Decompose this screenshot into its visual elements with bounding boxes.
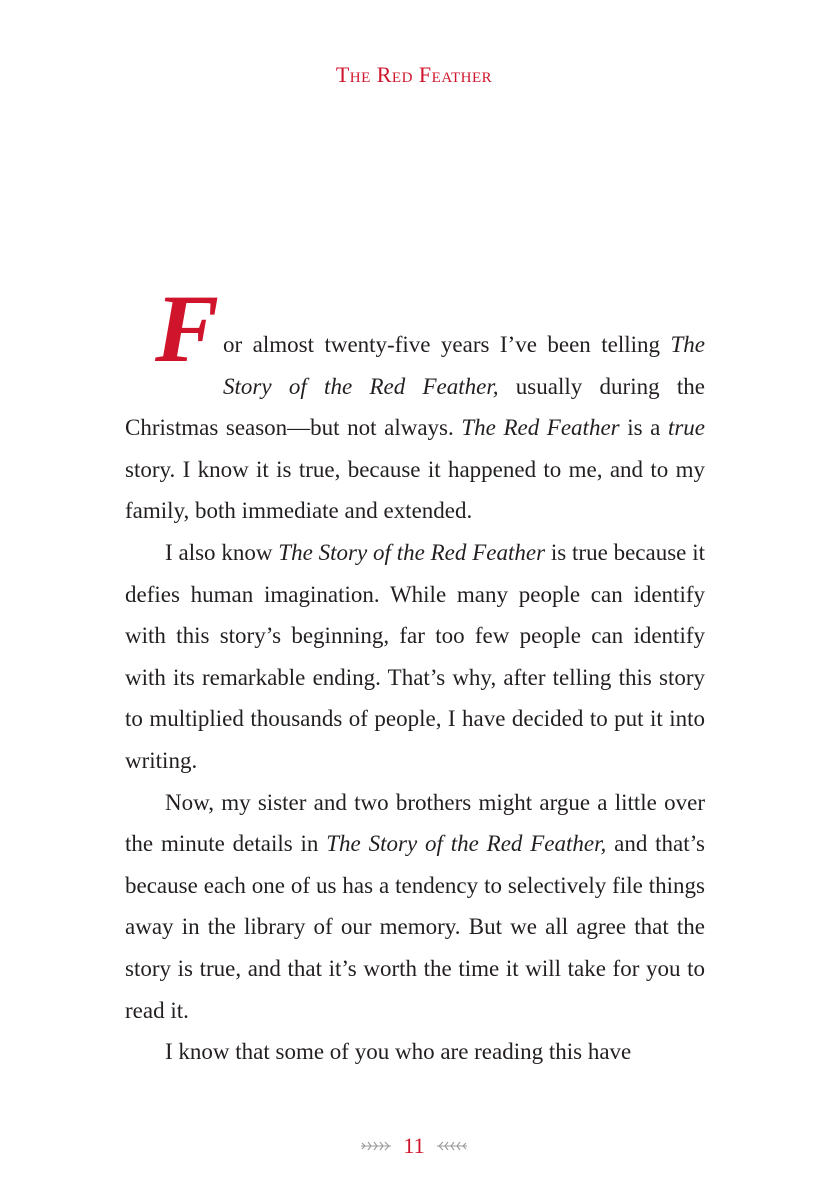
text-run: and that’s because each one of us has a tendency to selectively file things away in the library of our memory. But we all agree that the story is true, and that it’s worth the time it will take for you to read it. [125, 831, 705, 1023]
paragraph-1 [125, 275, 705, 532]
italic-title-text: The Story of the Red Feather, [326, 831, 607, 857]
italic-title-text: The Story of the Red Feather [278, 539, 546, 565]
paragraph-2 [125, 532, 705, 782]
drop-cap: F [155, 275, 220, 382]
text-run: is a [619, 415, 668, 441]
running-head: The Red Feather [335, 62, 493, 87]
text-run: is true because it defies human imagination. While many people can identify with this story’s beginning, far too few people can identify with its remarkable ending. That’s why, after telling this story to multiplied thousands of people, I have decided to put it into writing. [125, 539, 705, 773]
body-text [125, 275, 705, 1073]
page-number: 11 [403, 1133, 425, 1158]
right-leaf-ornament-icon [435, 1139, 469, 1153]
italic-title-text: true [667, 415, 705, 441]
left-leaf-ornament-icon [359, 1139, 393, 1153]
text-run: story. I know it is true, because it happened to me, and to my family, both immediate and extended. [125, 456, 705, 524]
italic-title-text: The Story of the Red Feather, [223, 332, 705, 399]
italic-title-text: The Red Feather [461, 415, 620, 441]
folio [0, 1133, 828, 1159]
text-run: I know that some of you who are reading this have [165, 1039, 632, 1065]
paragraph-3 [125, 782, 705, 1032]
paragraph-4 [125, 1031, 705, 1073]
text-run: usually during the Christmas season—but not always. [125, 373, 705, 441]
text-run: Now, my sister and two brothers might argue a little over the minute details in [125, 789, 705, 857]
text-run: or almost twenty-five years I’ve been telling [223, 332, 671, 357]
text-run: I also know [165, 539, 279, 565]
